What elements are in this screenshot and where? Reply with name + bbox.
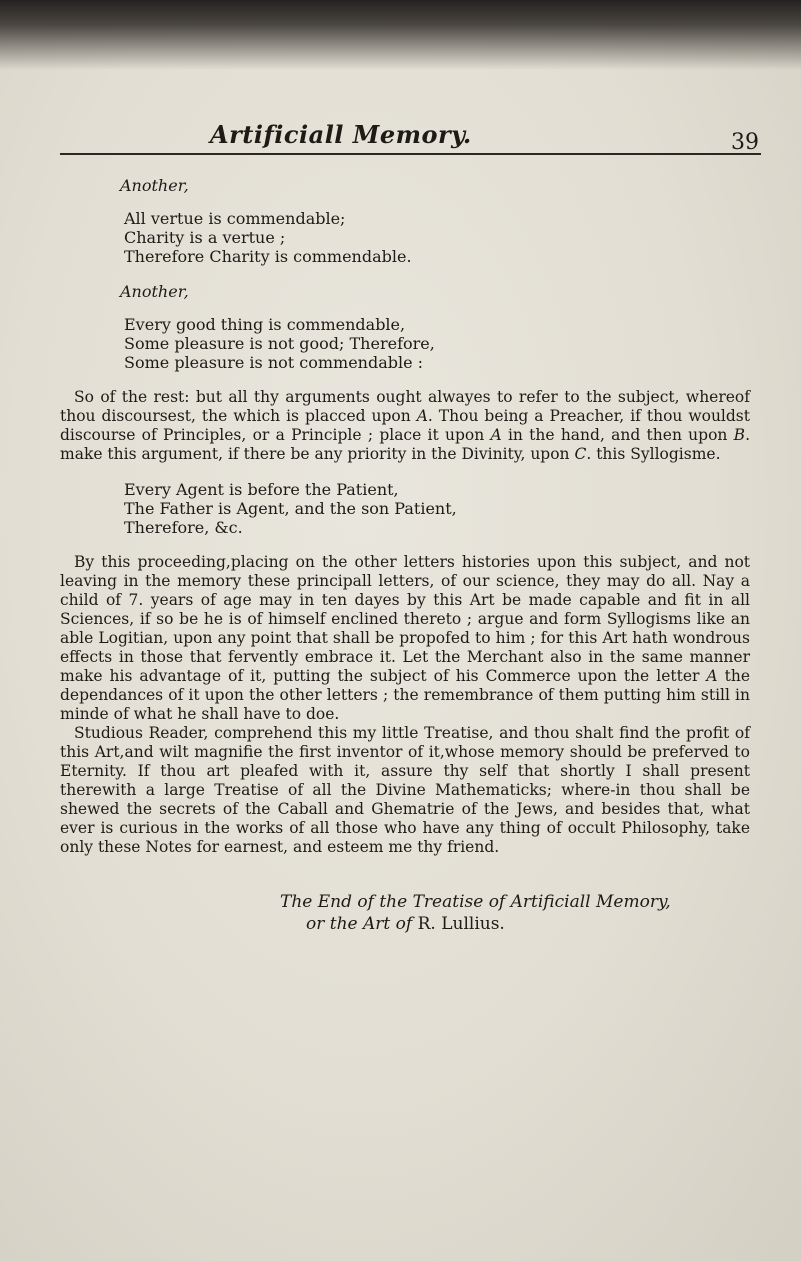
another-label-1: Another, [120, 176, 189, 195]
paragraph-by-this-proceeding: By this proceeding,placing on the other letters histories upon this subject, and not leaving in the memory these principall letters, of our science, they may do all. Nay a child of 7. years of age may in ten dayes by this Art be made capable and fit in all Sciences, if so be he is of himself enclined thereto ; argue and form Syllogisms like an able Logitian, upon any point that shall be propofed to him ; for this Art hath wondrous effects in those that fervently embrace it. Let the Merchant also in the same manner make his advantage of it, putting the subject of his Commerce upon the letter A the dependances of it upon the other letters ; the remembrance of them putting him still in minde of what he shall have to doe. [60, 553, 750, 723]
syllogism-3-line-1: Every Agent is before the Patient, [124, 480, 399, 499]
page-body [60, 176, 750, 935]
colophon-line-1: The End of the Treatise of Artificiall Memory, [280, 892, 671, 912]
syllogism-2-line-1: Every good thing is commendable, [124, 315, 406, 334]
syllogism-3-line-3: Therefore, &c. [124, 518, 243, 537]
syllogism-2-line-3: Some pleasure is not commendable : [124, 353, 424, 372]
syllogism-1-line-2: Charity is a vertue ; [124, 228, 286, 247]
syllogism-1-line-3: Therefore Charity is commendable. [124, 247, 412, 266]
header-rule [60, 153, 761, 155]
another-label-2: Another, [120, 282, 189, 301]
syllogism-3-line-2: The Father is Agent, and the son Patient, [124, 499, 457, 518]
page-number: 39 [731, 130, 759, 155]
colophon-line-2: or the Art of R. Lullius. [306, 914, 505, 934]
scan-shadow [0, 0, 801, 70]
syllogism-1-line-1: All vertue is commendable; [124, 209, 346, 228]
syllogism-2-line-2: Some pleasure is not good; Therefore, [124, 334, 435, 353]
paragraph-so-of-the-rest: So of the rest: but all thy arguments ought alwayes to refer to the subject, whereof thou discoursest, the which is placced upon A. Thou being a Preacher, if thou wouldst discourse of Principles, or a Principle ; place it upon A in the hand, and then upon B. make this argument, if there be any priority in the Divinity, upon C. this Syllogisme. [60, 388, 750, 463]
paragraph-studious-reader: Studious Reader, comprehend this my little Treatise, and thou shalt find the profit of this Art,and wilt magnifie the first inventor of it,whose memory should be preferved to Eternity. If thou art pleafed with it, assure thy self that shortly I shall present therewith a large Treatise of all the Divine Mathematicks; where-in thou shall be shewed the secrets of the Caball and Ghematrie of the Jews, and besides that, what ever is curious in the works of all those who have any thing of occult Philosophy, take only these Notes for earnest, and esteem me thy friend. [60, 724, 750, 856]
running-head: Artificiall Memory. [210, 120, 472, 149]
colophon [280, 891, 750, 935]
